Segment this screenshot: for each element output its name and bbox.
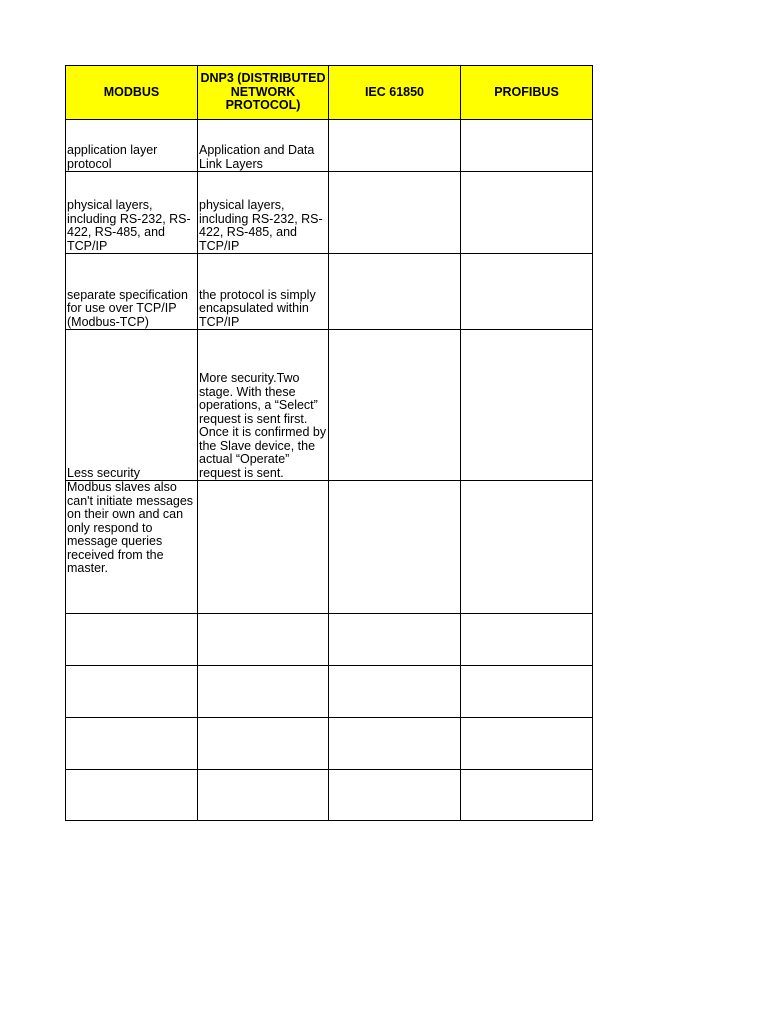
table-cell[interactable] xyxy=(66,770,198,821)
table-cell[interactable] xyxy=(460,481,592,614)
table-cell[interactable]: the protocol is simply encapsulated within TCP/IP xyxy=(198,254,329,330)
table-cell[interactable] xyxy=(460,718,592,770)
table-row xyxy=(66,481,593,614)
header-cell-dnp3[interactable]: DNP3 (DISTRIBUTED NETWORK PROTOCOL) xyxy=(198,66,329,120)
table-cell[interactable] xyxy=(460,770,592,821)
header-cell-profibus[interactable]: PROFIBUS xyxy=(460,66,592,120)
table-cell[interactable] xyxy=(66,666,198,718)
table-cell[interactable] xyxy=(198,770,329,821)
table-cell[interactable] xyxy=(460,172,592,254)
table-row xyxy=(66,172,593,254)
table-cell[interactable] xyxy=(460,120,592,172)
table-row xyxy=(66,254,593,330)
header-cell-iec61850[interactable]: IEC 61850 xyxy=(328,66,460,120)
table-cell[interactable] xyxy=(66,614,198,666)
table-cell[interactable] xyxy=(198,666,329,718)
table-cell[interactable] xyxy=(328,254,460,330)
table-cell[interactable] xyxy=(198,614,329,666)
table-cell[interactable] xyxy=(460,330,592,481)
table-row xyxy=(66,120,593,172)
table-cell[interactable] xyxy=(66,718,198,770)
table-row xyxy=(66,666,593,718)
table-cell[interactable] xyxy=(460,666,592,718)
table-cell[interactable]: Less security xyxy=(66,330,198,481)
table-cell[interactable]: physical layers, including RS-232, RS-422, RS-485, and TCP/IP xyxy=(66,172,198,254)
table-cell[interactable]: Application and Data Link Layers xyxy=(198,120,329,172)
table-cell[interactable]: physical layers, including RS-232, RS-422, RS-485, and TCP/IP xyxy=(198,172,329,254)
table-cell[interactable] xyxy=(328,481,460,614)
table-cell[interactable]: application layer protocol xyxy=(66,120,198,172)
header-cell-modbus[interactable]: MODBUS xyxy=(66,66,198,120)
table-cell[interactable] xyxy=(460,614,592,666)
table-cell[interactable]: separate specification for use over TCP/IP (Modbus-TCP) xyxy=(66,254,198,330)
table-cell[interactable] xyxy=(198,718,329,770)
table-cell[interactable]: More security.Two stage. With these operations, a “Select” request is sent first. Once it is confirmed by the Slave device, the actual “Operate” request is sent. xyxy=(198,330,329,481)
table-row xyxy=(66,614,593,666)
header-row xyxy=(66,66,593,120)
table-row xyxy=(66,330,593,481)
table-cell[interactable] xyxy=(328,770,460,821)
protocol-comparison-table xyxy=(65,65,593,821)
table-row xyxy=(66,770,593,821)
table-cell[interactable] xyxy=(328,330,460,481)
table-cell[interactable] xyxy=(328,614,460,666)
table-cell[interactable] xyxy=(328,172,460,254)
table-cell[interactable] xyxy=(328,120,460,172)
table-cell[interactable] xyxy=(328,718,460,770)
table-cell[interactable] xyxy=(328,666,460,718)
table-row xyxy=(66,718,593,770)
table-cell[interactable]: Modbus slaves also can't initiate messages on their own and can only respond to message queries received from the master. xyxy=(66,481,198,614)
table-cell[interactable] xyxy=(460,254,592,330)
table-cell[interactable] xyxy=(198,481,329,614)
